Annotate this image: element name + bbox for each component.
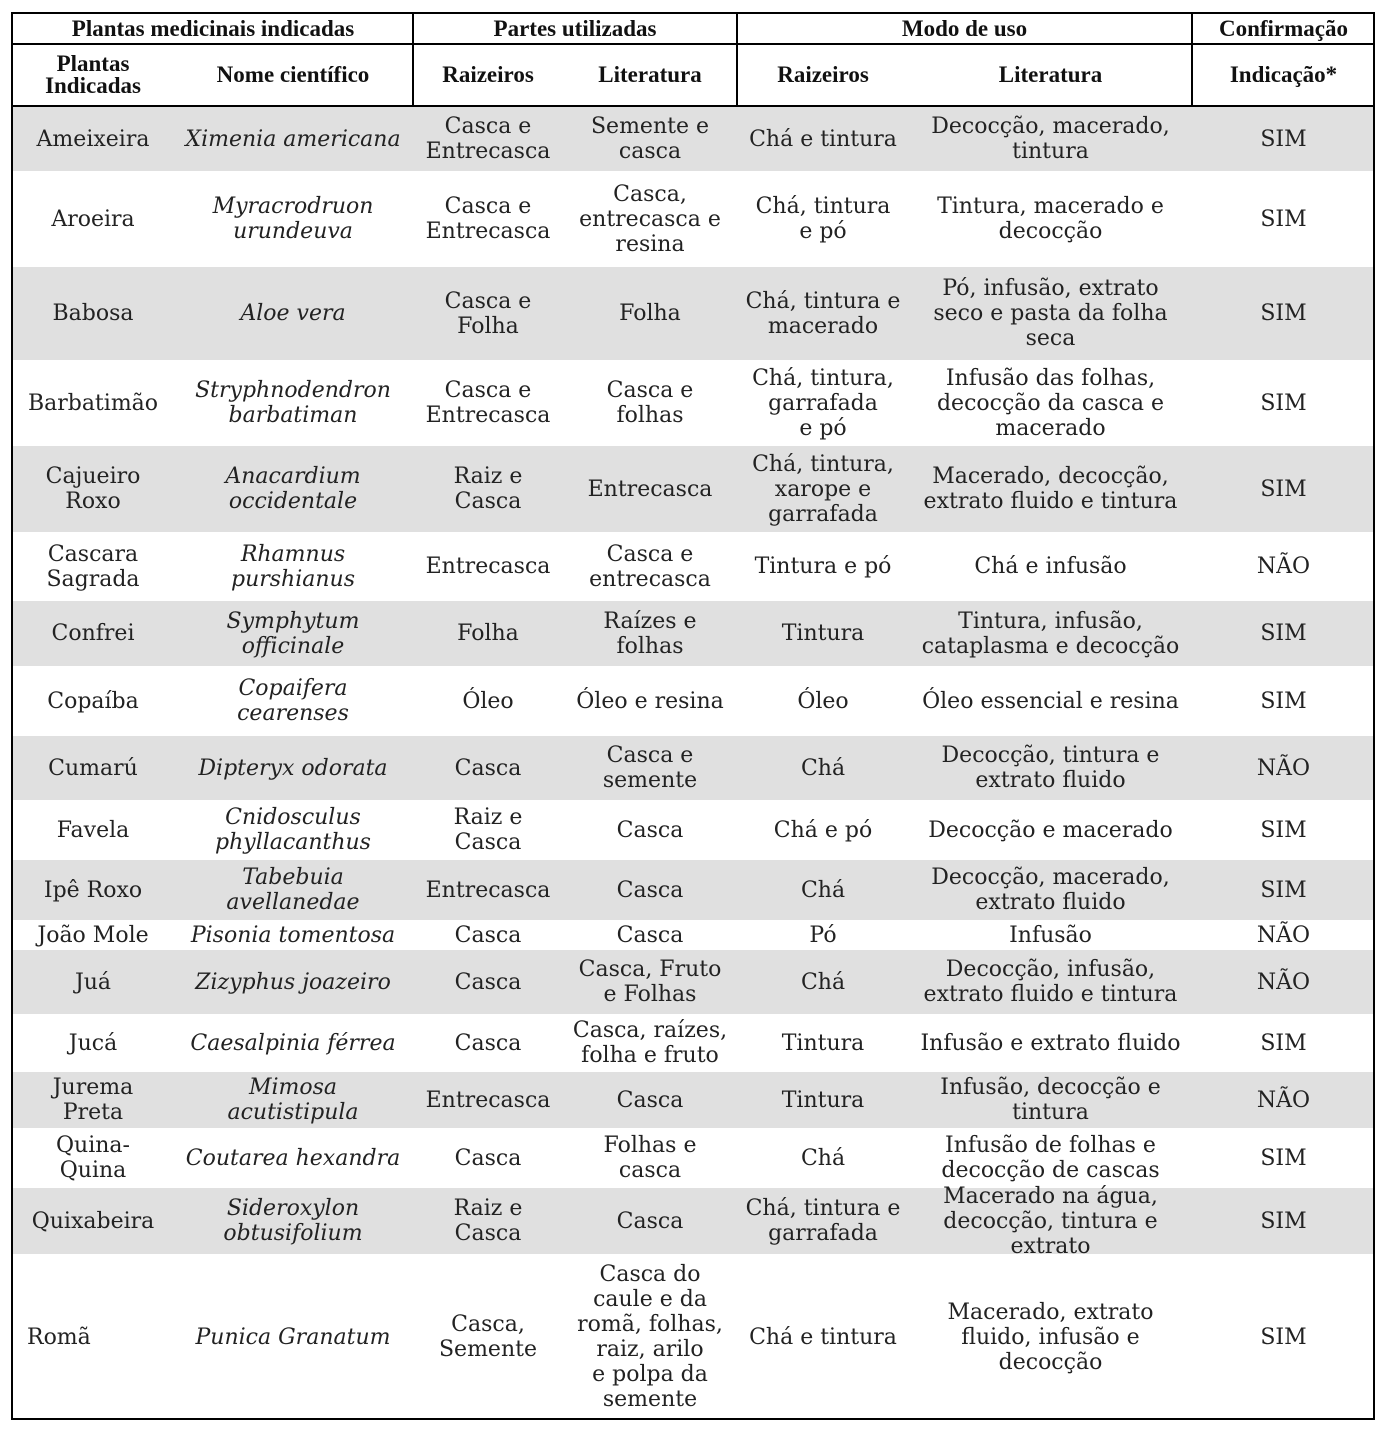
cell-use-raizeiros: Chá, tintura, garrafada e pó [752,365,894,441]
cell-use-literatura: Óleo essencial e resina [922,688,1179,714]
cell-scientific: Zizyphus joazeiro [195,969,391,995]
cell-scientific: Pisonia tomentosa [190,922,396,948]
cell-parts-literatura: Casca [616,817,684,843]
cell-indicacao: SIM [1260,621,1307,646]
cell-scientific: Symphytum officinale [226,608,360,659]
cell-indicacao: SIM [1260,126,1307,152]
group-header-plantas: Plantas medicinais indicadas [71,16,355,41]
table-row [13,1128,1373,1188]
cell-plant: Aroeira [51,206,135,232]
cell-plant: Cajueiro Roxo [45,464,141,514]
cell-scientific: Caesalpinia férrea [190,1030,396,1056]
cell-use-literatura: Infusão, decocção e tintura [940,1075,1161,1125]
cell-plant: Confrei [51,621,135,646]
cell-scientific: Ximenia americana [185,126,401,152]
cell-parts-literatura: Raízes e folhas [603,608,697,659]
cell-plant: Jurema Preta [52,1075,134,1125]
cell-parts-raizeiros: Raiz e Casca [453,805,523,855]
medicinal-plants-table [11,12,1375,1420]
cell-use-raizeiros: Chá [800,877,846,903]
table-row [13,360,1373,446]
cell-parts-literatura: Casca e semente [602,743,698,793]
cell-indicacao: SIM [1260,688,1307,714]
cell-parts-literatura: Casca, raízes, folha e fruto [572,1018,728,1068]
cell-indicacao: NÃO [1256,969,1311,995]
cell-parts-raizeiros: Casca e Entrecasca [425,194,551,244]
cell-use-literatura: Chá e infusão [974,554,1127,579]
cell-parts-raizeiros: Entrecasca [425,1087,551,1113]
cell-use-literatura: Decocção, infusão, extrato fluido e tintura [923,957,1178,1007]
cell-use-literatura: Macerado na água, decocção, tintura e extrato [943,1183,1158,1259]
cell-use-raizeiros: Chá e pó [773,817,873,843]
cell-indicacao: NÃO [1256,554,1311,579]
cell-scientific: Coutarea hexandra [185,1145,401,1171]
cell-parts-literatura: Casca [616,877,684,903]
cell-use-raizeiros: Chá [800,755,846,781]
cell-use-literatura: Infusão das folhas, decocção da casca e macerado [936,365,1165,441]
sub-header-plant: Plantas Indicadas [45,51,141,98]
cell-indicacao: SIM [1260,1208,1307,1234]
cell-use-raizeiros: Pó [809,922,837,948]
cell-use-raizeiros: Tintura [781,1087,865,1113]
cell-scientific: Stryphnodendron barbatiman [195,378,391,428]
cell-use-raizeiros: Chá, tintura, xarope e garrafada [752,451,894,527]
cell-use-literatura: Decocção, macerado, extrato fluido [931,865,1170,915]
cell-scientific: Rhamnus purshianus [230,541,355,592]
cell-plant: Ameixeira [36,126,150,152]
cell-parts-literatura: Semente e casca [590,114,709,164]
table-row [13,736,1373,800]
cell-parts-raizeiros: Casca [454,969,522,995]
cell-plant: Cumarú [48,755,138,781]
cell-use-raizeiros: Chá [800,1145,846,1171]
cell-parts-raizeiros: Raiz e Casca [453,464,523,514]
cell-parts-literatura: Casca e entrecasca [589,541,711,592]
cell-indicacao: SIM [1260,1030,1307,1056]
cell-parts-literatura: Casca [616,1208,684,1234]
cell-plant: João Mole [37,922,149,948]
cell-plant: Ipê Roxo [43,877,143,903]
divider [736,14,738,107]
cell-parts-raizeiros: Casca [454,1145,522,1171]
cell-parts-literatura: Casca, Fruto e Folhas [578,957,722,1007]
table-row [13,532,1373,601]
cell-parts-literatura: Casca [616,1087,684,1113]
cell-indicacao: SIM [1260,301,1307,326]
cell-scientific: Cnidosculus phyllacanthus [215,805,371,855]
table-row [13,171,1373,267]
cell-scientific: Tabebuia avellanedae [226,865,360,915]
cell-indicacao: NÃO [1256,1087,1311,1113]
cell-indicacao: SIM [1260,390,1307,416]
cell-parts-literatura: Entrecasca [587,476,713,502]
cell-use-raizeiros: Chá, tintura e macerado [745,288,901,339]
cell-parts-literatura: Casca, entrecasca e resina [579,181,721,257]
table-row [13,860,1373,920]
group-header-confirmacao: Confirmação [1218,16,1349,41]
cell-use-literatura: Infusão [1009,922,1092,948]
cell-plant: Favela [56,817,130,843]
sub-header-use-literatura: Literatura [998,62,1103,87]
table-row [13,666,1373,736]
cell-parts-raizeiros: Óleo [462,688,514,714]
cell-parts-literatura: Folha [619,301,681,326]
cell-plant: Jucá [68,1030,118,1056]
cell-scientific: Punica Granatum [195,1324,391,1350]
cell-indicacao: SIM [1260,1324,1307,1350]
cell-plant: Quina- Quina [56,1133,130,1183]
cell-parts-literatura: Óleo e resina [576,688,724,714]
cell-use-literatura: Macerado, decocção, extrato fluido e tintura [923,464,1178,514]
cell-parts-raizeiros: Casca e Entrecasca [425,378,551,428]
cell-plant: Barbatimão [27,390,159,416]
cell-indicacao: NÃO [1256,922,1311,948]
table-row [13,446,1373,532]
table-row [13,1183,1373,1259]
sub-header-use-raizeiros: Raizeiros [777,62,869,87]
divider [1191,14,1193,107]
cell-parts-raizeiros: Entrecasca [425,877,551,903]
cell-indicacao: SIM [1260,476,1307,502]
group-header-row [13,14,1373,44]
cell-parts-raizeiros: Raiz e Casca [453,1196,523,1246]
cell-plant: Copaíba [47,688,139,714]
cell-indicacao: SIM [1260,206,1307,232]
sub-header-parts-raizeiros: Raizeiros [442,62,534,87]
cell-indicacao: SIM [1260,877,1307,903]
cell-plant: Cascara Sagrada [46,541,140,592]
cell-scientific: Dipteryx odorata [198,755,388,781]
table-row [13,107,1373,171]
cell-parts-raizeiros: Casca [454,755,522,781]
cell-parts-raizeiros: Folha [457,621,519,646]
sub-header-parts-literatura: Literatura [598,62,702,87]
cell-use-literatura: Tintura, macerado e decocção [937,194,1164,244]
cell-parts-raizeiros: Entrecasca [425,554,551,579]
cell-use-literatura: Decocção, macerado, tintura [931,114,1170,164]
group-header-modo: Modo de uso [901,16,1028,41]
cell-plant: Quixabeira [31,1208,155,1234]
cell-scientific: Sideroxylon obtusifolium [223,1196,363,1246]
cell-use-raizeiros: Chá [800,969,846,995]
table-row [13,267,1373,360]
cell-scientific: Myracrodruon urundeuva [212,194,374,244]
cell-parts-raizeiros: Casca, Semente [438,1312,537,1362]
table-row [13,1072,1373,1128]
cell-use-literatura: Infusão e extrato fluido [920,1030,1181,1056]
cell-parts-raizeiros: Casca e Folha [444,288,532,339]
cell-indicacao: NÃO [1256,755,1311,781]
table-row [13,1254,1373,1420]
table-row [13,800,1373,860]
sub-header-indicacao: Indicação* [1229,62,1338,87]
table-row [13,1014,1373,1072]
cell-use-raizeiros: Chá, tintura e garrafada [745,1196,901,1246]
cell-parts-literatura: Casca e folhas [606,378,694,428]
cell-scientific: Mimosa acutistipula [227,1075,359,1125]
table-row [13,920,1373,950]
cell-parts-raizeiros: Casca e Entrecasca [425,114,551,164]
table-row [13,601,1373,666]
cell-parts-literatura: Casca [616,922,684,948]
cell-scientific: Aloe vera [240,301,346,326]
cell-use-literatura: Decocção, tintura e extrato fluido [941,743,1160,793]
cell-plant: Babosa [52,301,134,326]
cell-use-literatura: Macerado, extrato fluido, infusão e decocção [947,1299,1154,1375]
cell-use-literatura: Pó, infusão, extrato seco e pasta da folha seca [933,276,1168,351]
cell-scientific: Anacardium occidentale [225,464,361,514]
cell-indicacao: SIM [1260,817,1307,843]
group-header-partes: Partes utilizadas [493,16,657,41]
cell-use-raizeiros: Chá e tintura [749,1324,897,1350]
divider [412,14,414,107]
cell-use-raizeiros: Tintura [781,1030,865,1056]
table-row [13,950,1373,1014]
cell-use-literatura: Decocção e macerado [928,817,1173,843]
cell-parts-raizeiros: Casca [454,1030,522,1056]
cell-use-raizeiros: Tintura [781,621,865,646]
cell-use-raizeiros: Chá, tintura e pó [755,194,891,244]
cell-parts-raizeiros: Casca [454,922,522,948]
sub-header-row [13,45,1373,105]
cell-use-raizeiros: Óleo [797,688,849,714]
cell-use-raizeiros: Tintura e pó [754,554,892,579]
cell-plant: Juá [74,969,112,995]
cell-use-raizeiros: Chá e tintura [749,126,897,152]
cell-use-literatura: Tintura, infusão, cataplasma e decocção [921,608,1180,659]
cell-parts-literatura: Folhas e casca [603,1133,697,1183]
cell-indicacao: SIM [1260,1145,1307,1171]
cell-plant: Romã [27,1324,91,1350]
cell-scientific: Copaifera cearenses [237,676,349,726]
cell-use-literatura: Infusão de folhas e decocção de cascas [941,1133,1160,1183]
sub-header-scientific: Nome científico [216,62,370,87]
cell-parts-literatura: Casca do caule e da romã, folhas, raiz, arilo e polpa da semente [577,1262,723,1412]
